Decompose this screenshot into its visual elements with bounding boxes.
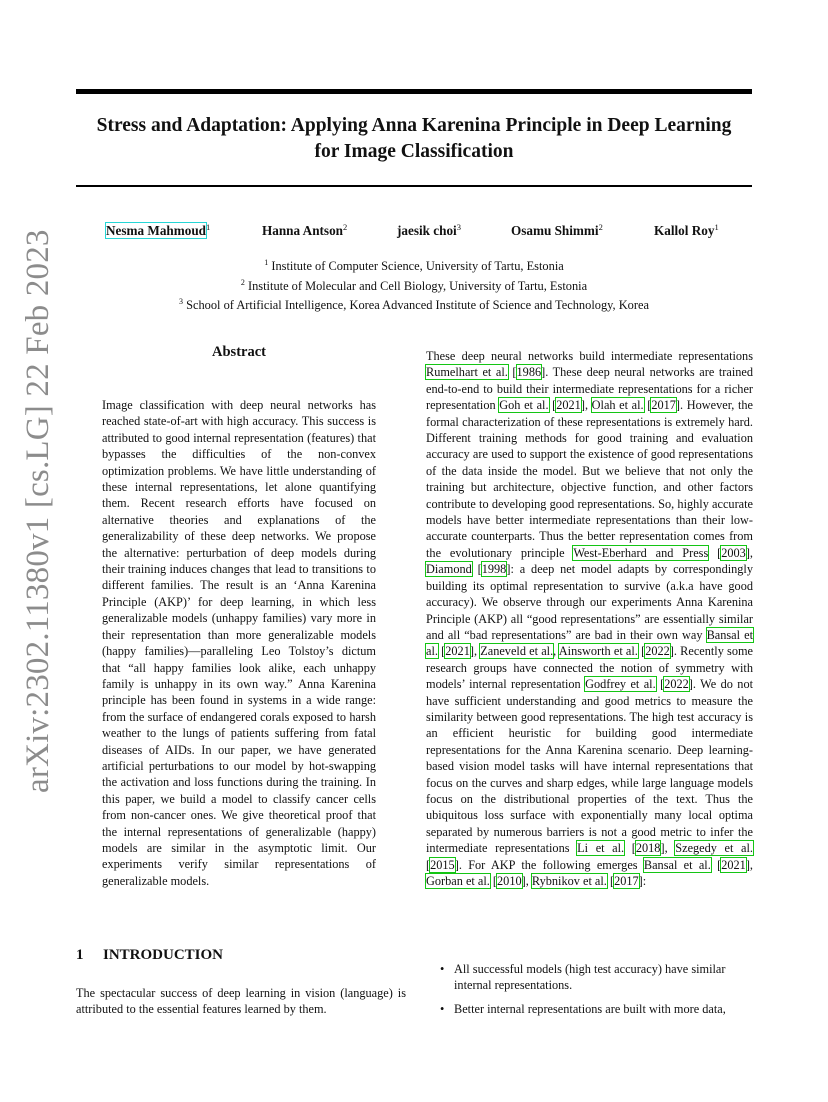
author-3-affil: 3 (456, 222, 461, 232)
text-run: : a deep net model adapts by correspondingly building its optimal representation to survive (a.k.a have good accuracy). We observe through our experiments Anna Karenina Principle (AKP) all “good representations” are essentially similar and all “bad representations” are bad in their own way (426, 562, 753, 642)
citation-year-link[interactable]: 2021 (445, 644, 470, 659)
citation-link[interactable]: West-Eberhard and Press (573, 545, 709, 560)
citation-link[interactable]: Olah et al. (591, 398, 644, 413)
paper-title (76, 113, 752, 165)
author-5-name: Kallol Roy (654, 223, 715, 238)
citation-link[interactable]: Rumelhart et al. (426, 365, 508, 380)
citation-link[interactable]: Bansal et al. (426, 627, 753, 659)
affiliation-3 (76, 294, 752, 314)
citation-year-link[interactable]: 2017 (651, 398, 676, 413)
text-run: , (473, 644, 481, 659)
citation-year-link[interactable]: 2022 (664, 677, 689, 692)
author-2-affil: 2 (343, 222, 348, 232)
author-2 (262, 222, 347, 239)
author-3 (397, 222, 461, 239)
author-4-name: Osamu Shimmi (511, 223, 599, 238)
citation-year-link[interactable]: 1986 (516, 365, 542, 380)
bullet-item-1: • All successful models (high test accuracy) have similar internal representations. (440, 961, 753, 994)
text-run: . We do not have sufficient understanding and good metrics to measure the similarity between good representations. The high test accuracy is an efficient heuristic for building good intermediate representations for the Anna Karenina scenario. Deep learning-based vision model tasks will have internal representations that focus on the curves and sharp edges, while large language models focus on the distributional properties of the text. Thus the ubiquitous loss surface with exponentially many local optima separated by numerous barriers is not a good metric to infer the intermediate representations (426, 677, 754, 856)
text-run: , (749, 545, 753, 560)
top-rule (76, 89, 752, 94)
affiliation-2 (76, 275, 752, 295)
citation-year-link[interactable]: 2015 (430, 857, 455, 872)
section-number: 1 (76, 947, 84, 963)
citation-year-link[interactable]: 2021 (556, 398, 581, 413)
affiliation-3-num: 3 (178, 297, 183, 306)
author-5-affil: 1 (714, 222, 719, 232)
author-4 (511, 222, 603, 239)
abstract-text: Image classification with deep neural networks has reached state-of-art with high accuracy. This success is attributed to good internal representation (features) that bypasses the difficulties of the non-convex optimization problems. We have little understanding of these internal representations, let alone quantifying them. Recent research efforts have focused on alternative theories and explanations of the generalizability of these deep networks. We propose the alternative: perturbation of deep models during their training induces changes that lead to transitions to different families. The result is an ‘Anna Karenina Principle (AKP)’ for deep learning, in which less generalizable models (unhappy families) vary more in their representation than more generalizable models (happy families)—paralleling Leo Tolstoy’s dictum that “all happy families look alike, each unhappy family is unhappy in its own way.” Anna Karenina principle has been found in systems in a wide range: from the surface of endangered corals exposed to harsh weather to the lungs of patients suffering from fatal diseases of AIDs. In our paper, we have generated artificial perturbations to our model by hot-swapping the activation and loss functions during the training. In this paper, we build a model to classify cancer cells from non-cancer ones. We give theoretical proof that the internal representations of generalizable (happy) models are similar in the asymptotic limit. Our experiments verify similar representations of generalizable models. (102, 398, 376, 888)
text-run: : (642, 874, 647, 888)
citation-link[interactable]: Szegedy et al. (675, 841, 753, 856)
affiliation-1 (76, 255, 752, 275)
author-1[interactable] (106, 222, 210, 239)
text-run: These deep neural networks build intermediate representations (426, 349, 753, 363)
author-list (0, 222, 828, 242)
citation-year-link[interactable]: 2022 (645, 644, 670, 659)
text-run: , (749, 857, 753, 872)
citation-link[interactable]: Bansal et al. (643, 857, 711, 872)
affiliation-2-text: Institute of Molecular and Cell Biology, University of Tartu, Estonia (244, 278, 588, 293)
text-run: . However, the formal characterization of these representations is extremely hard. Different training methods for good training and evaluation accuracy are used to support the existence of good representations of the data inside the model. But we believe that not only the training but architecture, objective function, and other factors contribute to developing good representations. So, highly accurate models have better intermediate representations than their low-accurate counterparts. Thus the better representation comes from the evolutionary principle (426, 398, 754, 560)
title-line-1: Stress and Adaptation: Applying Anna Karenina Principle in Deep Learning (96, 115, 732, 136)
text-run: . These deep neural networks are trained end-to-end to build their intermediate representations for a richer representation (426, 365, 753, 413)
affiliation-1-text: Institute of Computer Science, University of Tartu, Estonia (268, 259, 564, 273)
author-1-affil: 1 (206, 222, 211, 232)
right-column-text: These deep neural networks build intermediate representations Rumelhart et al. [1986]. These deep neural networks are trained end-to-end to build their intermediate representations for a richer representation Goh et al. [2021], Olah et al. [2017]. However, the formal characterization of these representations is extremely hard. Different training methods for good training and evaluation accuracy are used to support the existence of good representations of the data inside the model. But we believe that not only the training but architecture, objective function, and other factors contribute to developing good representations. So, highly accurate models have better intermediate representations than their low-accurate counterparts. Thus the better representation comes from the evolutionary principle West-Eberhard and Press [2003], Diamond [1998]: a deep net model adapts by correspondingly building its optimal representation to survive (a.k.a have good accuracy). We observe through our experiments Anna Karenina Principle (AKP) all “good representations” are essentially similar and all “bad representations” are bad in their own way Bansal et al. [2021], Zaneveld et al., Ainsworth et al. [2022]. Recently some research groups have connected the notion of symmetry with models’ internal representation Godfrey et al. [2022]. We do not have sufficient understanding and good metrics to measure the similarity between good representations. The high test accuracy is an efficient heuristic for building good intermediate representations for the Anna Karenina scenario. Deep learning-based vision model tasks will have internal representations that focus on the curves and sharp edges, while large language models focus on the distributional properties of the text. Thus the ubiquitous loss surface with exponentially many local optima separated by numerous barriers is not a good metric to infer the intermediate representations Li et al. [2018], Szegedy et al. [2015]. For AKP the following emerges Bansal et al. [2021], Gorban et al. [2010], Rybnikov et al. [2017]: (426, 349, 754, 888)
text-run: , (525, 874, 532, 888)
citation-year-link[interactable]: 2017 (614, 874, 639, 888)
citation-link[interactable]: Rybnikov et al. (531, 874, 607, 888)
citation-link[interactable]: Gorban et al. (426, 874, 490, 888)
citation-link[interactable]: Diamond (426, 562, 472, 577)
intro-paragraph: The spectacular success of deep learning in vision (language) is attributed to the essential features learned by them. (76, 986, 406, 1017)
affiliation-3-text: School of Artificial Intelligence, Korea Advanced Institute of Science and Technology, Korea (182, 298, 650, 312)
text-run: . Recently some research groups have connected the notion of symmetry with models’ internal representation (426, 644, 754, 692)
citation-link[interactable]: Zaneveld et al. (480, 644, 554, 659)
arxiv-stamp: arXiv:2302.11380v1 [cs.LG] 22 Feb 2023 (20, 229, 56, 793)
citation-link[interactable]: Li et al. (577, 841, 625, 856)
citation-year-link[interactable]: 2003 (721, 545, 746, 560)
citation-year-link[interactable]: 1998 (481, 562, 507, 577)
text-run: , (584, 398, 592, 413)
author-3-name: jaesik choi (397, 223, 457, 238)
title-line-2: for Image Classification (314, 141, 514, 162)
citation-link[interactable]: Godfrey et al. (585, 677, 656, 692)
citation-link[interactable]: Goh et al. (499, 398, 549, 413)
text-run: , (664, 841, 676, 856)
author-2-name: Hanna Antson (262, 223, 343, 238)
text-run: , (553, 644, 559, 659)
affiliation-2-num: 2 (240, 277, 245, 287)
citation-year-link[interactable]: 2010 (497, 874, 522, 888)
affiliation-1-num: 1 (264, 258, 269, 267)
bullet-item-2: • Better internal representations are built with more data, (440, 1001, 753, 1017)
title-rule (76, 185, 752, 187)
citation-year-link[interactable]: 2018 (635, 841, 661, 856)
bullet-list (440, 961, 753, 1024)
author-1-name[interactable]: Nesma Mahmoud (106, 223, 207, 238)
affiliations (76, 255, 752, 314)
author-4-affil: 2 (598, 222, 603, 232)
citation-year-link[interactable]: 2021 (721, 857, 746, 872)
section-title: INTRODUCTION (103, 947, 224, 963)
author-5 (654, 222, 719, 239)
abstract-heading: Abstract (212, 344, 266, 360)
text-run: . For AKP the following emerges (458, 857, 644, 872)
section-heading (76, 947, 406, 964)
citation-link[interactable]: Ainsworth et al. (558, 644, 638, 659)
